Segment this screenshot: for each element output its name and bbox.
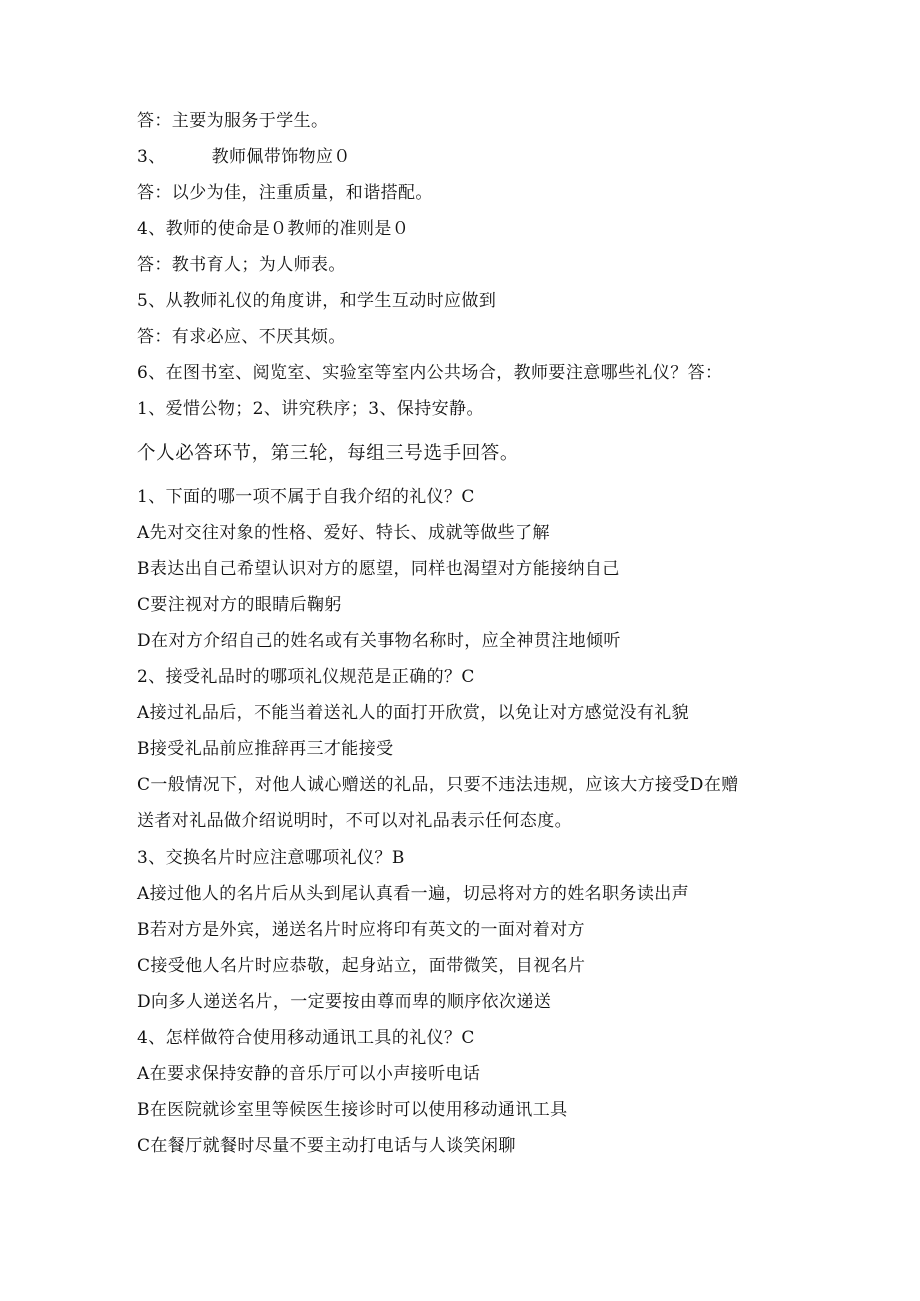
round3-question-1-option-b: B表达出自己希望认识对方的愿望，同样也渴望对方能接纳自己 bbox=[137, 559, 620, 579]
round3-question-1-option-d: D在对方介绍自己的姓名或有关事物名称时，应全神贯注地倾听 bbox=[137, 631, 621, 651]
round3-question-2-option-a: A接过礼品后，不能当着送礼人的面打开欣赏，以免让对方感觉没有礼貌 bbox=[137, 703, 690, 723]
question-5: 5、从教师礼仪的角度讲，和学生互动时应做到 bbox=[137, 291, 497, 311]
answer-6: 1、爱惜公物；2、讲究秩序；3、保持安静。 bbox=[137, 399, 484, 419]
round3-question-3-option-d: D向多人递送名片，一定要按由尊而卑的顺序依次递送 bbox=[137, 992, 552, 1012]
question-3-number: 3、 bbox=[137, 147, 166, 167]
round3-question-4-option-c: C在餐厅就餐时尽量不要主动打电话与人谈笑闲聊 bbox=[137, 1136, 516, 1156]
round3-question-3: 3、交换名片时应注意哪项礼仪？B bbox=[137, 848, 405, 868]
round3-question-2-option-c: C一般情况下，对他人诚心赠送的礼品，只要不违法违规，应该大方接受D在赠 bbox=[137, 775, 739, 795]
answer-3: 答：以少为佳，注重质量，和谐搭配。 bbox=[137, 183, 433, 203]
round3-question-1: 1、下面的哪一项不属于自我介绍的礼仪？C bbox=[137, 487, 475, 507]
answer-5: 答：有求必应、不厌其烦。 bbox=[137, 327, 346, 347]
round3-question-2-option-b: B接受礼品前应推辞再三才能接受 bbox=[137, 739, 394, 759]
round3-question-4-option-b: B在医院就诊室里等候医生接诊时可以使用移动通讯工具 bbox=[137, 1100, 568, 1120]
round3-question-3-option-a: A接过他人的名片后从头到尾认真看一遍，切忌将对方的姓名职务读出声 bbox=[137, 884, 690, 904]
section-heading: 个人必答环节，第三轮，每组三号选手回答。 bbox=[137, 443, 520, 464]
answer-4: 答：教书育人；为人师表。 bbox=[137, 255, 346, 275]
round3-question-4-option-a: A在要求保持安静的音乐厅可以小声接听电话 bbox=[137, 1064, 481, 1084]
question-3-text: 教师佩带饰物应０ bbox=[211, 147, 351, 167]
round3-question-1-option-a: A先对交往对象的性格、爱好、特长、成就等做些了解 bbox=[137, 523, 550, 543]
question-6: 6、在图书室、阅览室、实验室等室内公共场合，教师要注意哪些礼仪？答： bbox=[137, 363, 723, 383]
answer-2: 答：主要为服务于学生。 bbox=[137, 111, 329, 131]
round3-question-1-option-c: C要注视对方的眼睛后鞠躬 bbox=[137, 595, 342, 615]
round3-question-3-option-b: B若对方是外宾，递送名片时应将印有英文的一面对着对方 bbox=[137, 920, 585, 940]
question-3 bbox=[137, 146, 351, 168]
round3-question-4: 4、怎样做符合使用移动通讯工具的礼仪？C bbox=[137, 1028, 475, 1048]
round3-question-3-option-c: C接受他人名片时应恭敬，起身站立，面带微笑，目视名片 bbox=[137, 956, 586, 976]
round3-question-2-option-c-continued: 送者对礼品做介绍说明时，不可以对礼品表示任何态度。 bbox=[137, 811, 572, 831]
round3-question-2: 2、接受礼品时的哪项礼仪规范是正确的？C bbox=[137, 667, 475, 687]
question-4: 4、教师的使命是０教师的准则是０ bbox=[137, 219, 410, 239]
